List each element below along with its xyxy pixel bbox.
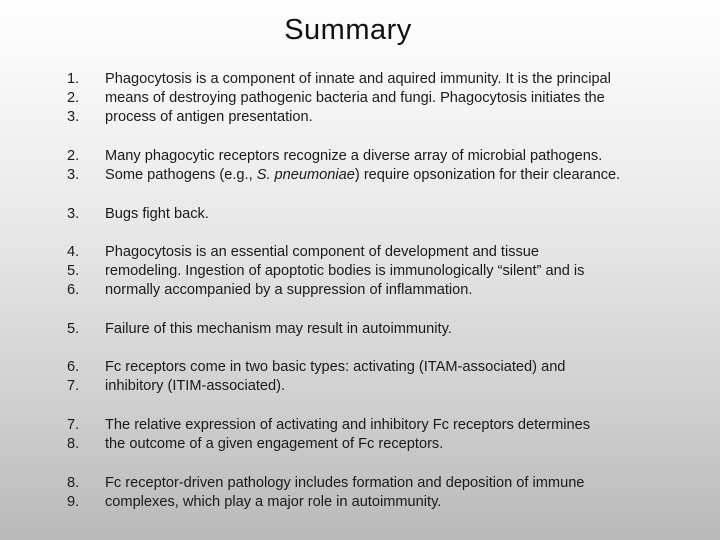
item-number: 3. (67, 167, 80, 184)
item-text (105, 320, 690, 339)
text-line: The relative expression of activating and inhibitory Fc receptors determines (105, 417, 591, 433)
text-line: Phagocytosis is a component of innate and aquired immunity. It is the principal (105, 71, 611, 87)
item-number: 7. (67, 378, 80, 395)
item-numbers (67, 358, 93, 396)
text-line: Many phagocytic receptors recognize a diverse array of microbial pathogens. (105, 148, 603, 164)
text-line: remodeling. Ingestion of apoptotic bodies is immunologically “silent” and is (105, 263, 585, 280)
text-fragment: Some pathogens (e.g., (105, 167, 257, 184)
item-number: 4. (67, 244, 80, 260)
text-line: Bugs fight back. (105, 206, 209, 222)
item-numbers (67, 243, 93, 301)
item-number: 9. (67, 494, 80, 511)
item-numbers (67, 147, 93, 185)
item-text (105, 474, 690, 512)
text-fragment: ) require opsonization for their clearance. (354, 167, 621, 184)
item-text (105, 147, 690, 185)
item-numbers (67, 416, 93, 454)
text-line: inhibitory (ITIM-associated). (105, 378, 286, 395)
item-number: 6. (67, 359, 80, 375)
item-number: 8. (67, 475, 80, 491)
item-number: 3. (67, 109, 80, 126)
item-number: 5. (67, 263, 80, 280)
text-line: Failure of this mechanism may result in autoimmunity. (105, 321, 452, 337)
item-number: 5. (67, 321, 80, 337)
item-numbers (67, 474, 93, 512)
item-numbers (67, 70, 93, 128)
text-line: complexes, which play a major role in autoimmunity. (105, 494, 442, 511)
item-number: 3. (67, 206, 80, 222)
text-line (105, 166, 690, 185)
item-number: 2. (67, 148, 80, 164)
item-number: 6. (67, 282, 80, 299)
item-numbers (67, 320, 93, 339)
item-numbers (67, 205, 93, 224)
item-number: 1. (67, 71, 80, 87)
text-line: Fc receptor-driven pathology includes formation and deposition of immune (105, 475, 585, 491)
item-text (105, 70, 690, 128)
item-number: 8. (67, 436, 80, 453)
text-line: Fc receptors come in two basic types: activating (ITAM-associated) and (105, 359, 566, 375)
slide-title: Summary (284, 14, 412, 46)
text-line: process of antigen presentation. (105, 109, 313, 126)
item-text (105, 205, 690, 224)
item-number: 2. (67, 90, 80, 107)
item-text (105, 416, 690, 454)
text-line: Phagocytosis is an essential component of development and tissue (105, 244, 540, 260)
text-line: means of destroying pathogenic bacteria and fungi. Phagocytosis initiates the (105, 90, 605, 107)
text-line: normally accompanied by a suppression of inflammation. (105, 282, 473, 299)
species-name: S. pneumoniae (256, 167, 355, 184)
item-number: 7. (67, 417, 80, 433)
text-line: the outcome of a given engagement of Fc receptors. (105, 436, 444, 453)
item-text (105, 358, 690, 396)
item-text (105, 243, 690, 301)
